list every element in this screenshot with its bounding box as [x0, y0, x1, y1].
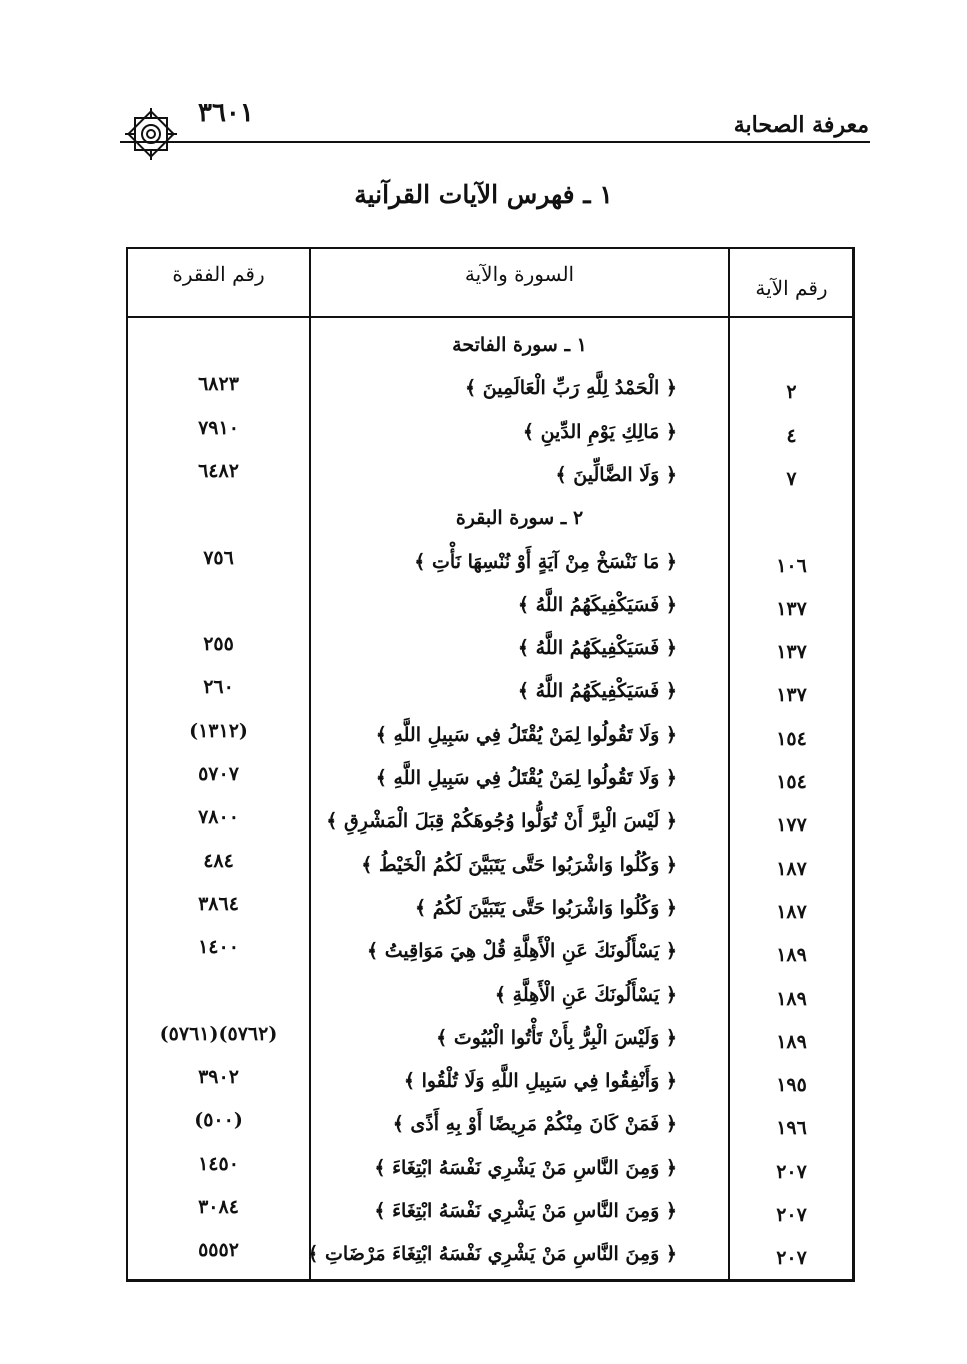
ayah-number: ٧ — [786, 467, 797, 490]
index-title: ١ ـ فهرس الآيات القرآنية — [354, 180, 613, 209]
ayah-number: ١٩٥ — [776, 1074, 807, 1097]
paragraph-number: ٣٩٠٢ — [198, 1066, 239, 1089]
paragraph-number: ٥٧٠٧ — [198, 763, 239, 785]
verse-text: ﴿ فَمَنْ كَانَ مِنْكُمْ مَرِيضًا أَوْ بِهِ أَذًى ﴾ — [392, 1113, 677, 1136]
paragraph-number: ٧٨٠٠ — [198, 806, 239, 829]
ayah-number: ١٩٦ — [776, 1117, 807, 1140]
header-divider — [126, 316, 855, 318]
ayah-number: ١٥٤ — [776, 727, 807, 750]
verse-text: ﴿ فَسَيَكْفِيكَهُمُ اللَّهُ ﴾ — [517, 637, 677, 660]
paragraph-number: ٢٥٥ — [203, 633, 234, 656]
paragraph-number: ٥٥٥٢ — [198, 1239, 239, 1262]
table-row — [0, 1109, 967, 1153]
verse-text: ﴿ مَا نَنْسَخْ مِنْ آيَةٍ أَوْ نُنْسِهَا نَأْتِ ﴾ — [414, 550, 677, 573]
paragraph-number: ١٤٠٠ — [198, 936, 239, 959]
page-number: ٣٦٠١ — [198, 98, 254, 128]
table-row — [0, 459, 967, 504]
ornament-icon — [123, 106, 179, 162]
table-row — [0, 1022, 967, 1067]
ayah-number: ١٨٩ — [776, 1030, 807, 1053]
verse-text: ﴿ وَأَنْفِقُوا فِي سَبِيلِ اللَّهِ وَلَا تُلْقُوا ﴾ — [403, 1070, 677, 1093]
table-row — [0, 416, 967, 461]
ayah-number: ١٨٧ — [776, 900, 807, 923]
table-row — [0, 546, 967, 591]
column-header-paragraph: رقم الفقرة — [172, 262, 265, 286]
verse-text: ﴿ وَمِنَ النَّاسِ مَنْ يَشْرِي نَفْسَهُ ابْتِغَاءَ مَرْضَاتِ ﴾ — [307, 1243, 677, 1266]
ayah-number: ٢٠٧ — [776, 1160, 807, 1183]
table-row — [0, 984, 967, 1024]
ayah-number: ٤ — [786, 424, 797, 447]
ayah-number: ١٠٦ — [776, 554, 807, 577]
verse-text: ﴿ وَمِنَ النَّاسِ مَنْ يَشْرِي نَفْسَهُ ابْتِغَاءَ ﴾ — [374, 1156, 677, 1179]
paragraph-number: ٦٤٨٢ — [198, 459, 239, 482]
ayah-number: ١٧٧ — [776, 814, 807, 837]
ayah-number: ٢ — [786, 381, 797, 404]
table-row — [0, 849, 967, 894]
paragraph-number: ٧٩١٠ — [198, 416, 239, 439]
paragraph-number: ٢٦٠ — [203, 676, 234, 699]
table-row — [0, 1196, 967, 1240]
ayah-number: ٢٠٧ — [776, 1247, 807, 1270]
paragraph-number: (٥٧٦٢)(٥٧٦١) — [159, 1022, 278, 1045]
table-row — [0, 676, 967, 720]
table-row — [0, 763, 967, 807]
ayah-number: ١٥٤ — [776, 771, 807, 793]
paragraph-number: (١٣١٢) — [189, 719, 248, 742]
verse-text: ﴿ فَسَيَكْفِيكَهُمُ اللَّهُ ﴾ — [517, 593, 677, 616]
paragraph-number: ٦٨٢٣ — [198, 373, 239, 396]
surah-heading: ٢ ـ سورة البقرة — [455, 507, 584, 530]
table-row — [0, 1066, 967, 1110]
table-row — [0, 936, 967, 980]
table-row — [0, 806, 967, 850]
verse-text: ﴿ وَلَيْسَ الْبِرُّ بِأَنْ تَأْتُوا الْبُيُوتَ ﴾ — [436, 1026, 677, 1049]
table-row — [0, 1239, 967, 1283]
table-row — [0, 1152, 967, 1197]
ayah-number: ٢٠٧ — [776, 1204, 807, 1226]
paragraph-number: ٧٥٦ — [203, 546, 234, 569]
verse-text: ﴿ فَسَيَكْفِيكَهُمُ اللَّهُ ﴾ — [517, 680, 677, 703]
paragraph-number: ٤٨٤ — [203, 849, 234, 872]
header-rule — [120, 141, 870, 143]
verse-text: ﴿ لَيْسَ الْبِرَّ أَنْ تُوَلُّوا وُجُوهَكُمْ قِبَلَ الْمَشْرِقِ ﴾ — [326, 810, 677, 833]
verse-text: ﴿ مَالِكِ يَوْمِ الدِّينِ ﴾ — [522, 420, 677, 443]
verse-text: ﴿ الْحَمْدُ لِلَّهِ رَبِّ الْعَالَمِينَ ﴾ — [465, 377, 677, 400]
verse-text: ﴿ وَلَا تَقُولُوا لِمَنْ يُقْتَلُ فِي سَبِيلِ اللَّهِ ﴾ — [375, 723, 677, 746]
table-row — [0, 719, 967, 764]
column-header-ayah: رقم الآية — [755, 276, 828, 300]
surah-heading: ١ ـ سورة الفاتحة — [452, 334, 587, 356]
ayah-number: ١٣٧ — [776, 597, 807, 620]
verse-text: ﴿ وَكُلُوا وَاشْرَبُوا حَتَّى يَتَبَيَّنَ لَكُمُ الْخَيْطُ ﴾ — [361, 853, 677, 876]
table-row — [0, 892, 967, 937]
verse-text: ﴿ يَسْأَلُونَكَ عَنِ الْأَهِلَّةِ ﴾ — [494, 983, 677, 1006]
paragraph-number: ١٤٥٠ — [198, 1152, 239, 1175]
table-row — [0, 633, 967, 677]
paragraph-number: (٥٠٠) — [194, 1109, 243, 1132]
ayah-number: ١٣٧ — [776, 684, 807, 707]
ayah-number: ١٣٧ — [776, 641, 807, 664]
running-title: معرفة الصحابة — [733, 112, 869, 138]
verse-text: ﴿ وَلَا تَقُولُوا لِمَنْ يُقْتَلُ فِي سَبِيلِ اللَّهِ ﴾ — [375, 767, 677, 789]
paragraph-number: ٣٨٦٤ — [198, 892, 239, 915]
ayah-number: ١٨٩ — [776, 944, 807, 967]
verse-text: ﴿ وَلَا الضَّالِّينَ ﴾ — [555, 463, 677, 486]
ayah-number: ١٨٩ — [776, 987, 807, 1010]
ayah-number: ١٨٧ — [776, 857, 807, 880]
verse-text: ﴿ وَكُلُوا وَاشْرَبُوا حَتَّى يَتَبَيَّنَ لَكُمُ ﴾ — [415, 896, 677, 919]
table-row — [0, 373, 967, 417]
verse-text: ﴿ يَسْأَلُونَكَ عَنِ الْأَهِلَّةِ قُلْ هِيَ مَوَاقِيتُ ﴾ — [367, 940, 677, 963]
paragraph-number: ٣٠٨٤ — [198, 1196, 239, 1218]
table-row — [0, 594, 967, 634]
verse-text: ﴿ وَمِنَ النَّاسِ مَنْ يَشْرِي نَفْسَهُ ابْتِغَاءَ ﴾ — [374, 1200, 677, 1222]
column-header-surah: السورة والآية — [464, 262, 575, 286]
